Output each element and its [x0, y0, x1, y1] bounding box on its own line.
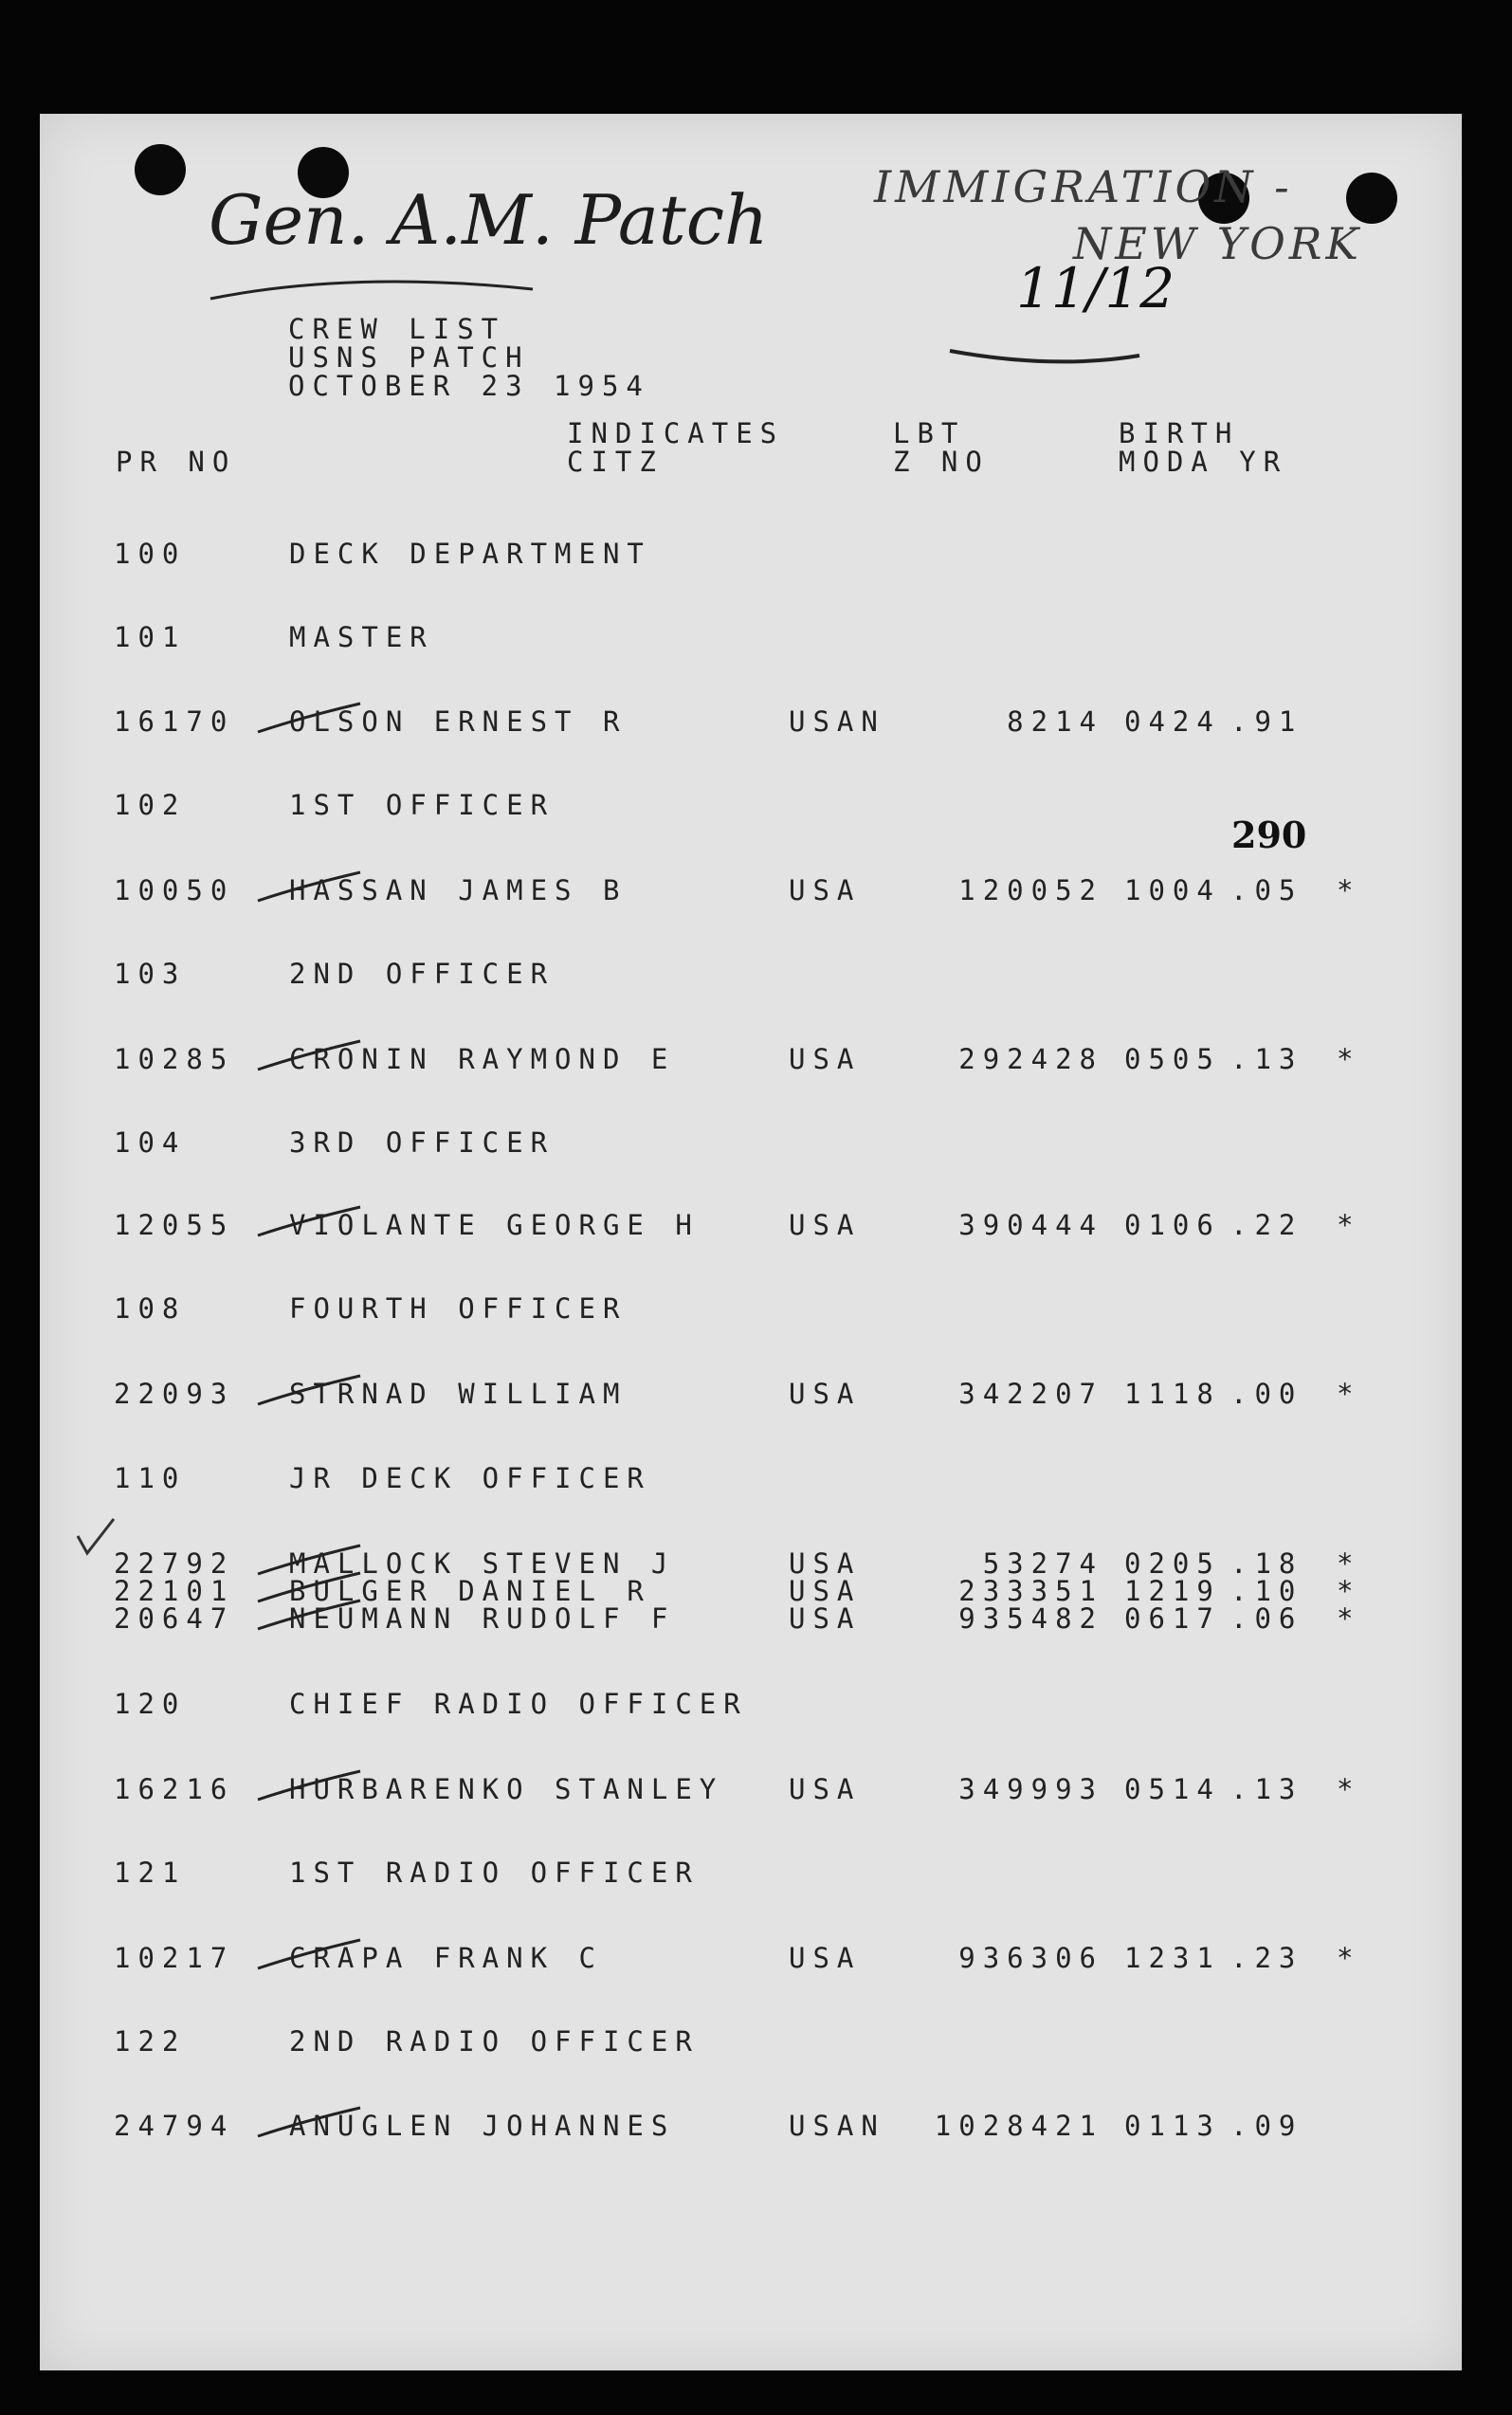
crew-birth-moda: 0205 — [1124, 1547, 1221, 1580]
handwritten-port-line2: NEW YORK — [1073, 218, 1362, 269]
crew-birth-moda: 0514 — [1124, 1773, 1221, 1805]
handwritten-ship-name: Gen. A.M. Patch — [209, 180, 769, 260]
crew-name: MALLOCK STEVEN J — [289, 1547, 676, 1580]
crew-birth-moda: 0106 — [1124, 1209, 1221, 1241]
crew-birth-yr: .13 — [1230, 1043, 1303, 1075]
crew-birth-yr: .22 — [1230, 1209, 1303, 1241]
crew-citizenship: USA — [789, 1043, 862, 1075]
crew-citizenship: USA — [789, 1602, 862, 1635]
handwritten-port-line1: IMMIGRATION - — [874, 161, 1293, 212]
check-stroke — [256, 1201, 370, 1249]
crew-birth-moda: 1219 — [1124, 1575, 1221, 1607]
col-pr-no: PR NO — [116, 446, 237, 478]
crew-marker-asterisk: * — [1337, 1378, 1361, 1410]
check-stroke — [256, 698, 370, 745]
crew-citizenship: USA — [789, 1942, 862, 1974]
crew-birth-yr: .13 — [1230, 1773, 1303, 1805]
crew-pr-no: 10050 — [114, 874, 235, 906]
crew-z-number: 349993 — [958, 1773, 1103, 1805]
section-code: 101 — [114, 621, 187, 653]
section-code: 104 — [114, 1126, 187, 1159]
crew-marker-asterisk: * — [1337, 1575, 1361, 1607]
document-page — [40, 114, 1462, 2370]
crew-marker-asterisk: * — [1337, 1043, 1361, 1075]
crew-marker-asterisk: * — [1337, 1602, 1361, 1635]
check-stroke — [256, 867, 370, 914]
crew-name: VIOLANTE GEORGE H — [289, 1209, 700, 1241]
crew-pr-no: 24794 — [114, 2110, 235, 2142]
check-stroke — [256, 1370, 370, 1418]
section-code: 103 — [114, 958, 187, 990]
crew-name: CRAPA FRANK C — [289, 1942, 603, 1974]
crew-citizenship: USAN — [789, 705, 885, 738]
section-title: MASTER — [289, 621, 434, 653]
section-title: DECK DEPARTMENT — [289, 538, 651, 570]
section-code: 108 — [114, 1292, 187, 1325]
section-title: 2ND OFFICER — [289, 958, 556, 990]
crew-citizenship: USA — [789, 1575, 862, 1607]
crew-pr-no: 22792 — [114, 1547, 235, 1580]
handwritten-page-fraction: 11/12 — [1016, 256, 1175, 320]
crew-citizenship: USA — [789, 874, 862, 906]
section-title: 1ST OFFICER — [289, 789, 556, 821]
section-code: 122 — [114, 2025, 187, 2058]
crew-name: HASSAN JAMES B — [289, 874, 628, 906]
crew-citizenship: USA — [789, 1547, 862, 1580]
crew-marker-asterisk: * — [1337, 1209, 1361, 1241]
col-birth-moda-yr: BIRTH MODA YR — [1119, 417, 1288, 478]
crew-birth-moda: 1004 — [1124, 874, 1221, 906]
section-code: 100 — [114, 538, 187, 570]
check-stroke — [256, 1595, 370, 1642]
crew-z-number: 935482 — [958, 1602, 1103, 1635]
crew-name: CRONIN RAYMOND E — [289, 1043, 676, 1075]
section-title: 3RD OFFICER — [289, 1126, 556, 1159]
crew-birth-moda: 1231 — [1124, 1942, 1221, 1974]
crew-z-number: 390444 — [958, 1209, 1103, 1241]
crew-citizenship: USAN — [789, 2110, 885, 2142]
header-line3: OCTOBER 23 1954 — [288, 370, 650, 402]
crew-birth-yr: .23 — [1230, 1942, 1303, 1974]
crew-z-number: 936306 — [958, 1942, 1103, 1974]
crew-birth-moda: 0113 — [1124, 2110, 1221, 2142]
crew-name: HURBARENKO STANLEY — [289, 1773, 724, 1805]
header-line2: USNS PATCH — [288, 341, 530, 374]
crew-z-number: 53274 — [982, 1547, 1103, 1580]
crew-pr-no: 12055 — [114, 1209, 235, 1241]
check-stroke — [256, 2102, 370, 2150]
crew-birth-moda: 0505 — [1124, 1043, 1221, 1075]
crew-citizenship: USA — [789, 1209, 862, 1241]
crew-citizenship: USA — [789, 1378, 862, 1410]
crew-pr-no: 22101 — [114, 1575, 235, 1607]
crew-z-number: 292428 — [958, 1043, 1103, 1075]
crew-z-number: 1028421 — [934, 2110, 1103, 2142]
crew-citizenship: USA — [789, 1773, 862, 1805]
crew-birth-yr: .00 — [1230, 1378, 1303, 1410]
crew-pr-no: 10217 — [114, 1942, 235, 1974]
crew-z-number: 120052 — [958, 874, 1103, 906]
crew-birth-moda: 0617 — [1124, 1602, 1221, 1635]
crew-birth-yr: .91 — [1230, 705, 1303, 738]
crew-birth-moda: 0424 — [1124, 705, 1221, 738]
crew-marker-asterisk: * — [1337, 874, 1361, 906]
crew-marker-asterisk: * — [1337, 1942, 1361, 1974]
page-stamp-number: 290 — [1231, 814, 1307, 856]
crew-z-number: 233351 — [958, 1575, 1103, 1607]
crew-birth-yr: .10 — [1230, 1575, 1303, 1607]
crew-marker-asterisk: * — [1337, 1547, 1361, 1580]
crew-pr-no: 16216 — [114, 1773, 235, 1805]
crew-pr-no: 22093 — [114, 1378, 235, 1410]
section-title: 2ND RADIO OFFICER — [289, 2025, 700, 2058]
crew-name: STRNAD WILLIAM — [289, 1378, 628, 1410]
crew-name: ANUGLEN JOHANNES — [289, 2110, 676, 2142]
crew-name: NEUMANN RUDOLF F — [289, 1602, 676, 1635]
crew-birth-moda: 1118 — [1124, 1378, 1221, 1410]
section-code: 102 — [114, 789, 187, 821]
crew-pr-no: 16170 — [114, 705, 235, 738]
crew-marker-asterisk: * — [1337, 1773, 1361, 1805]
crew-birth-yr: .18 — [1230, 1547, 1303, 1580]
crew-name: BULGER DANIEL R — [289, 1575, 651, 1607]
col-indicates-citz: INDICATES CITZ — [567, 417, 785, 478]
crew-name: OLSON ERNEST R — [289, 705, 628, 738]
check-stroke — [256, 1035, 370, 1083]
section-code: 110 — [114, 1462, 187, 1494]
crew-z-number: 8214 — [1007, 705, 1103, 738]
check-stroke — [256, 1934, 370, 1982]
section-code: 121 — [114, 1857, 187, 1889]
crew-birth-yr: .09 — [1230, 2110, 1303, 2142]
crew-pr-no: 10285 — [114, 1043, 235, 1075]
section-title: 1ST RADIO OFFICER — [289, 1857, 700, 1889]
crew-birth-yr: .06 — [1230, 1602, 1303, 1635]
col-lbt-z-no: LBT Z NO — [893, 417, 990, 478]
section-title: CHIEF RADIO OFFICER — [289, 1688, 748, 1720]
crew-z-number: 342207 — [958, 1378, 1103, 1410]
check-stroke — [256, 1766, 370, 1813]
punch-hole — [135, 144, 186, 195]
crew-pr-no: 20647 — [114, 1602, 235, 1635]
section-title: FOURTH OFFICER — [289, 1292, 628, 1325]
section-code: 120 — [114, 1688, 187, 1720]
section-title: JR DECK OFFICER — [289, 1462, 651, 1494]
punch-hole — [1346, 173, 1397, 224]
header-line1: CREW LIST — [288, 313, 506, 345]
crew-birth-yr: .05 — [1230, 874, 1303, 906]
